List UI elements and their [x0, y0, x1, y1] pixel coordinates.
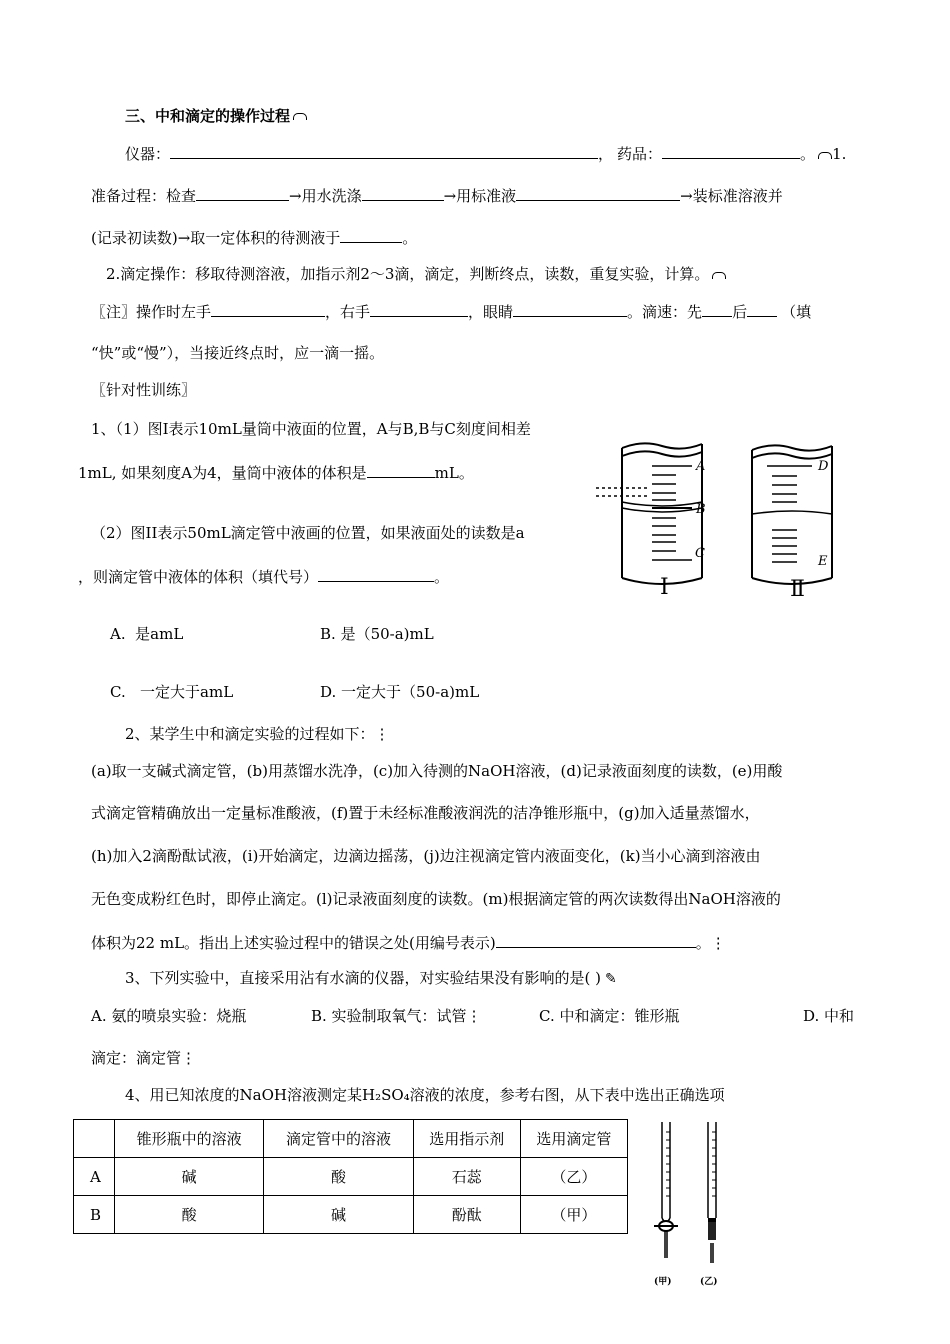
option-d[interactable]: D. 一定大于（50-a)mL — [320, 683, 480, 701]
speed-then-blank[interactable] — [747, 301, 777, 317]
paragraph-mark-icon — [712, 272, 726, 279]
table-cell: 碱 — [264, 1196, 413, 1234]
q1-line2: 1mL, 如果刻度A为4，量筒中液体的体积是 mL。 — [78, 464, 474, 482]
table-cell: 酚酞 — [413, 1196, 520, 1234]
table-cell: 碱 — [115, 1158, 264, 1196]
check-blank[interactable] — [196, 185, 289, 201]
q3-continuation: 滴定：滴定管⋮ — [91, 1049, 197, 1067]
paragraph-mark-icon — [818, 152, 832, 159]
caption-yi: (乙) — [700, 1277, 718, 1287]
q1-part2-line1: （2）图II表示50mL滴定管中液画的位置，如果液面处的读数是a — [91, 524, 525, 542]
table-header-cell: 滴定管中的溶液 — [264, 1120, 413, 1158]
q2-title: 2、某学生中和滴定实验的过程如下：⋮ — [125, 725, 390, 743]
record-line: (记录初读数)→取一定体积的待测液于 。 — [91, 229, 418, 247]
table-cell: 石蕊 — [413, 1158, 520, 1196]
table-cell: B — [74, 1196, 115, 1234]
speed-first-blank[interactable] — [702, 301, 732, 317]
table-header-cell — [74, 1120, 115, 1158]
label-d: D — [818, 459, 829, 474]
container-blank[interactable] — [340, 227, 402, 243]
q3-option-a[interactable]: A. 氨的喷泉实验：烧瓶 — [91, 1007, 247, 1025]
note-line: 〖注〗操作时左手 ，右手 ，眼睛 。滴速：先 后 （填 — [91, 303, 812, 321]
titration-step: 2.滴定操作：移取待测溶液，加指示剂2～3滴，滴定，判断终点，读数，重复实验，计算。 — [106, 264, 726, 284]
label-b: B — [696, 502, 706, 517]
instruments-line: 仪器： ， 药品： 。 1. — [125, 145, 847, 163]
section-title: 三、中和滴定的操作过程 — [125, 106, 307, 126]
training-heading: 〖针对性训练〗 — [91, 381, 197, 399]
reagents-blank[interactable] — [662, 143, 800, 159]
q3-title: 3、下列实验中，直接采用沾有水滴的仪器，对实验结果没有影响的是( ) ✎ — [125, 969, 617, 987]
q2-line5: 体积为22 mL。指出上述实验过程中的错误之处(用编号表示) 。⋮ — [91, 934, 726, 952]
q2-line3: (h)加入2滴酚酞试液，(i)开始滴定，边滴边摇荡，(j)边注视滴定管内液面变化，(k)当小心滴到溶液由 — [91, 847, 761, 865]
table-row[interactable] — [74, 1158, 628, 1196]
caption-jia: (甲) — [654, 1277, 672, 1287]
answer-table — [73, 1119, 628, 1234]
option-c[interactable]: C. 一定大于amL — [110, 683, 234, 701]
right-hand-blank[interactable] — [370, 301, 468, 317]
q1-part2-blank[interactable] — [318, 566, 434, 582]
instruments-blank[interactable] — [170, 143, 598, 159]
left-hand-blank[interactable] — [211, 301, 325, 317]
standard-blank[interactable] — [516, 185, 680, 201]
label-c: C — [695, 546, 705, 561]
label-e: E — [818, 554, 828, 569]
q1-volume-blank[interactable] — [367, 462, 435, 478]
eyes-blank[interactable] — [513, 301, 627, 317]
table-cell: 酸 — [115, 1196, 264, 1234]
wash-blank[interactable] — [362, 185, 444, 201]
table-cell: 酸 — [264, 1158, 413, 1196]
burettes-figure — [648, 1118, 738, 1278]
q3-option-d[interactable]: D. 中和 — [803, 1007, 855, 1025]
option-b[interactable]: B. 是（50-a)mL — [320, 625, 434, 643]
table-cell: （乙） — [520, 1158, 627, 1196]
table-cell: A — [74, 1158, 115, 1196]
table-row[interactable] — [74, 1196, 628, 1234]
paragraph-mark-icon — [293, 113, 307, 120]
label-a: A — [696, 459, 706, 474]
table-header-cell: 选用指示剂 — [413, 1120, 520, 1158]
cylinder-burette-figure — [592, 438, 882, 608]
q1-line1: 1、（1）图Ⅰ表示10mL量筒中液面的位置，A与B,B与C刻度间相差 — [91, 420, 531, 438]
preparation-line: 准备过程：检查 →用水洗涤 →用标准液 →装标准溶液并 — [91, 187, 783, 205]
q2-line1: (a)取一支碱式滴定管，(b)用蒸馏水洗净，(c)加入待测的NaOH溶液，(d)记录液面刻度的读数，(e)用酸 — [91, 762, 783, 780]
q2-line2: 式滴定管精确放出一定量标准酸液，(f)置于未经标准酸液润洗的洁净锥形瓶中，(g)加入适量蒸馏水， — [91, 804, 760, 822]
table-header-cell: 锥形瓶中的溶液 — [115, 1120, 264, 1158]
table-header-cell: 选用滴定管 — [520, 1120, 627, 1158]
option-a[interactable]: A. 是amL — [110, 625, 184, 643]
caption-figure-ii: Ⅱ — [790, 577, 805, 602]
table-cell: （甲） — [520, 1196, 627, 1234]
q3-option-c[interactable]: C. 中和滴定：锥形瓶 — [539, 1007, 680, 1025]
q3-option-b[interactable]: B. 实验制取氧气：试管⋮ — [311, 1007, 482, 1025]
pointer-icon: ✎ — [605, 971, 617, 987]
caption-figure-i: Ⅰ — [660, 575, 669, 600]
q1-part2-line2: ，则滴定管中液体的体积（填代号） 。 — [78, 568, 450, 586]
q2-line4: 无色变成粉红色时，即停止滴定。(l)记录液面刻度的读数。(m)根据滴定管的两次读数得出NaOH溶液的 — [91, 890, 781, 908]
q2-answer-blank[interactable] — [496, 932, 696, 948]
table-header-row — [74, 1120, 628, 1158]
q4-title: 4、用已知浓度的NaOH溶液测定某H₂SO₄溶液的浓度，参考右图，从下表中选出正确选项 — [125, 1086, 725, 1104]
speed-hint-line: “快”或“慢”），当接近终点时，应一滴一摇。 — [91, 344, 385, 362]
